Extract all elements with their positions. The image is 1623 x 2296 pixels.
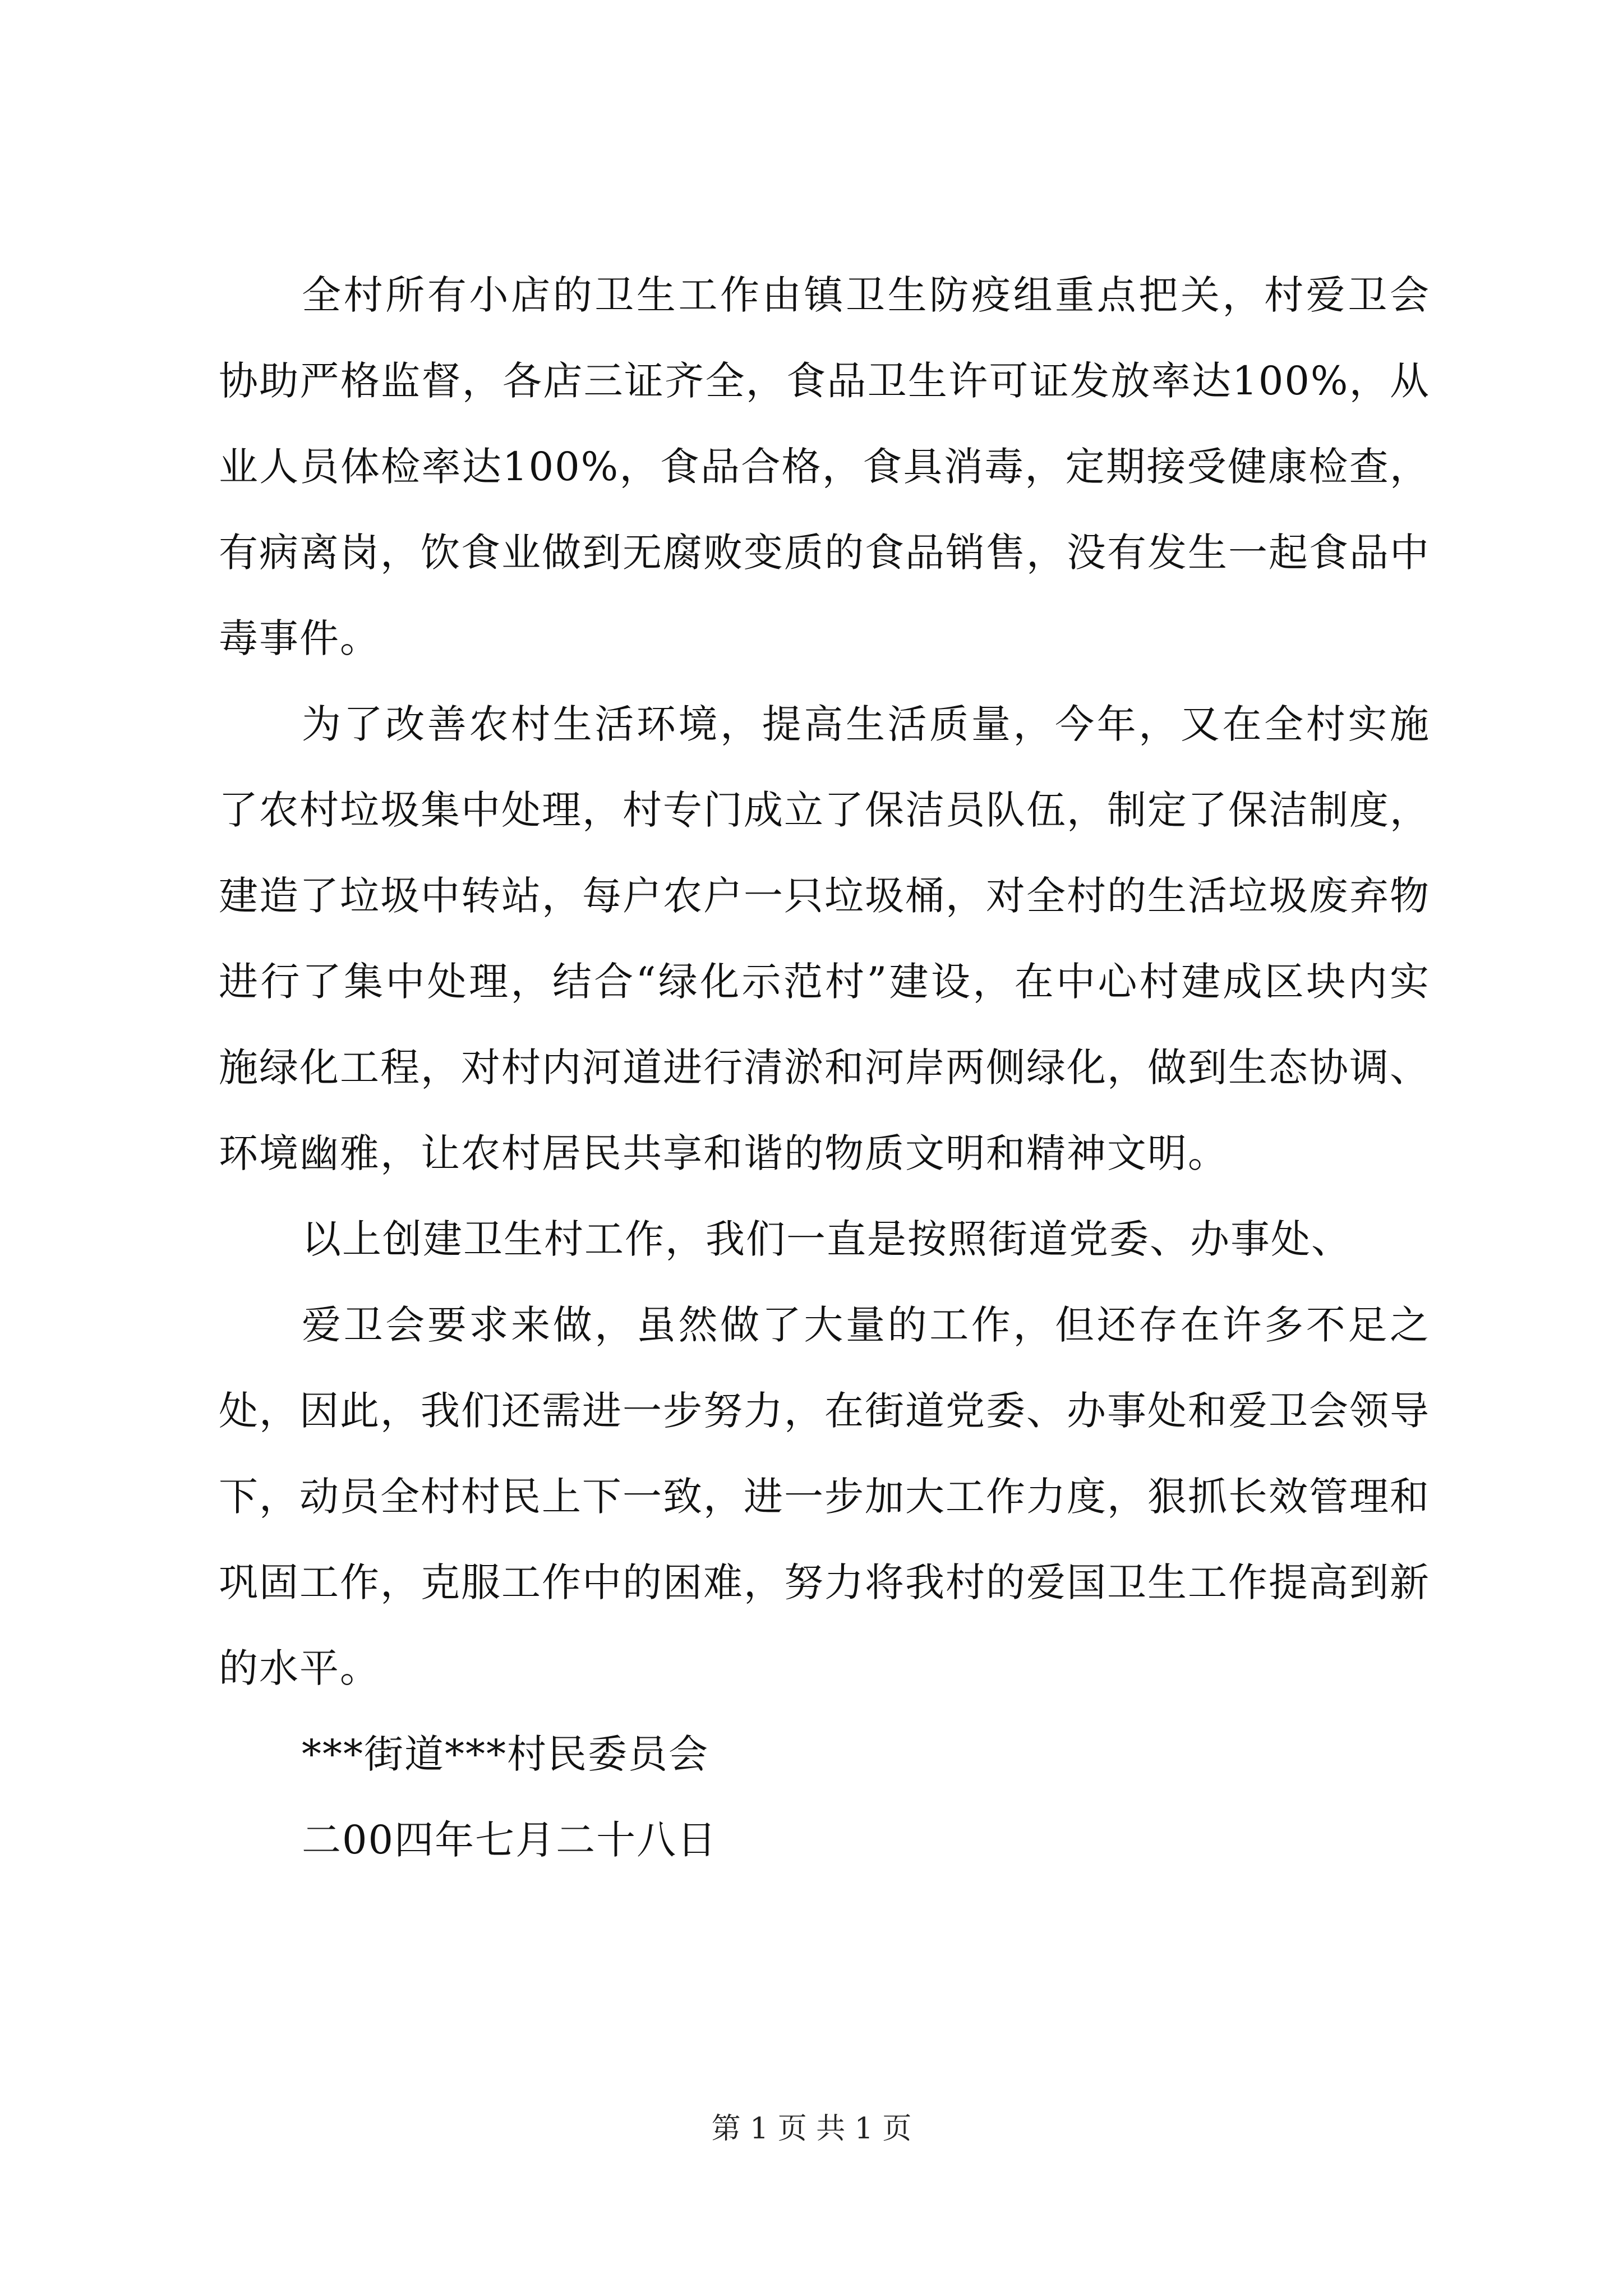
document-body bbox=[219, 252, 1430, 1883]
page-footer: 第 1 页 共 1 页 bbox=[711, 2112, 912, 2146]
signature-date: 二00四年七月二十八日 bbox=[302, 1817, 718, 1863]
paragraph-food-hygiene: 全村所有小店的卫生工作由镇卫生防疫组重点把关，村爱卫会协助严格监督，各店三证齐全，食品卫生许可证发放率达100%，从业人员体检率达100%，食品合格，食具消毒，定期接受健康检查，有病离岗，饮食业做到无腐败变质的食品销售，没有发生一起食品中毒事件。 bbox=[219, 272, 1430, 661]
paragraph-summary: 爱卫会要求来做，虽然做了大量的工作，但还存在许多不足之处，因此，我们还需进一步努力，在街道党委、办事处和爱卫会领导下，动员全村村民上下一致，进一步加大工作力度，狠抓长效管理和巩固工作，克服工作中的困难，努力将我村的爱国卫生工作提高到新的水平。 bbox=[219, 1302, 1430, 1691]
paragraph-summary-intro: 以上创建卫生村工作，我们一直是按照街道党委、办事处、 bbox=[302, 1216, 1352, 1262]
signature-committee: ***街道***村民委员会 bbox=[302, 1731, 709, 1777]
paragraph-environment: 为了改善农村生活环境，提高生活质量，今年，又在全村实施了农村垃圾集中处理，村专门成立了保洁员队伍，制定了保洁制度，建造了垃圾中转站，每户农户一只垃圾桶，对全村的生活垃圾废弃物进行了集中处理，结合“绿化示范村”建设，在中心村建成区块内实施绿化工程，对村内河道进行清淤和河岸两侧绿化，做到生态协调、环境幽雅，让农村居民共享和谐的物质文明和精神文明。 bbox=[219, 701, 1430, 1176]
